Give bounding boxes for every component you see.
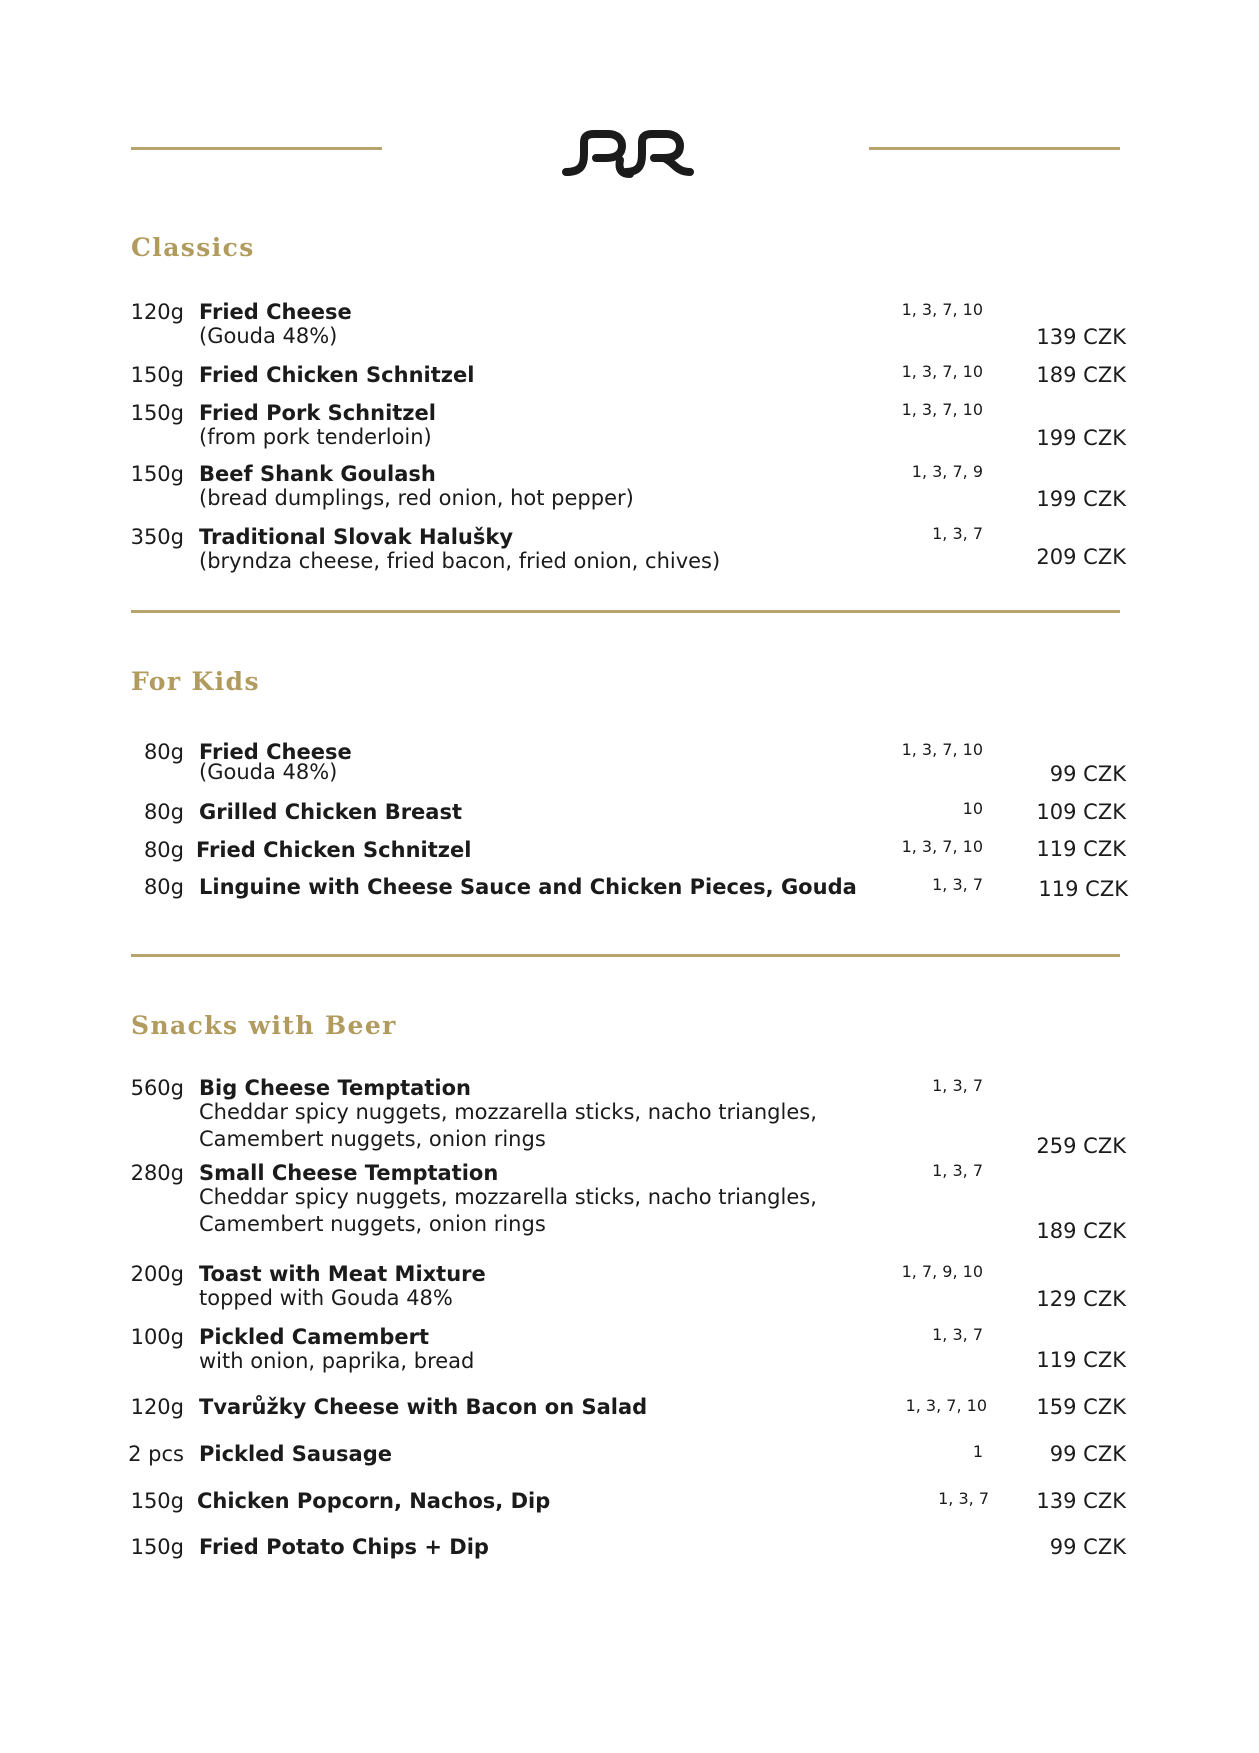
item-name: Tvarůžky Cheese with Bacon on Salad (199, 1395, 648, 1419)
header-rule-right (869, 147, 1120, 150)
item-price: 199 CZK (1036, 426, 1126, 450)
item-description: with onion, paprika, bread (199, 1349, 475, 1373)
item-price: 99 CZK (1049, 762, 1126, 786)
item-allergens: 1, 3, 7, 10 (901, 300, 983, 319)
item-weight: 120g (130, 300, 184, 324)
item-price: 119 CZK (1036, 1348, 1126, 1372)
item-name: Fried Chicken Schnitzel (199, 363, 475, 387)
item-price: 119 CZK (1036, 837, 1126, 861)
item-name: Traditional Slovak Halušky (199, 525, 514, 549)
item-allergens: 1, 3, 7, 10 (905, 1396, 987, 1415)
item-name: Pickled Camembert (199, 1325, 430, 1349)
item-allergens: 10 (962, 799, 983, 818)
item-description-line-2: Camembert nuggets, onion rings (199, 1212, 546, 1236)
item-price: 259 CZK (1036, 1134, 1126, 1158)
item-price: 139 CZK (1036, 325, 1126, 349)
item-description: (from pork tenderloin) (199, 425, 432, 449)
item-allergens: 1, 3, 7, 10 (901, 837, 983, 856)
item-price: 139 CZK (1036, 1489, 1126, 1513)
item-price: 109 CZK (1036, 800, 1126, 824)
item-name: Fried Potato Chips + Dip (199, 1535, 489, 1559)
item-price: 119 CZK (1038, 877, 1128, 901)
item-name: Fried Cheese (199, 300, 352, 324)
item-allergens: 1, 3, 7 (932, 1161, 983, 1180)
item-name: Fried Cheese (199, 740, 352, 764)
section-title-classics: Classics (131, 233, 255, 262)
item-description-line-2: Camembert nuggets, onion rings (199, 1127, 546, 1151)
item-price: 99 CZK (1049, 1442, 1126, 1466)
item-allergens: 1, 3, 7 (938, 1489, 989, 1508)
item-allergens: 1, 7, 9, 10 (901, 1262, 983, 1281)
section-divider (131, 954, 1120, 957)
item-allergens: 1, 3, 7 (932, 524, 983, 543)
header-rule-left (131, 147, 382, 150)
item-allergens: 1, 3, 7 (932, 1325, 983, 1344)
item-name: Small Cheese Temptation (199, 1161, 499, 1185)
item-name: Pickled Sausage (199, 1442, 392, 1466)
item-price: 189 CZK (1036, 363, 1126, 387)
item-weight: 350g (130, 525, 184, 549)
item-name: Linguine with Cheese Sauce and Chicken Pieces, Gouda (199, 875, 857, 899)
item-allergens: 1 (972, 1442, 983, 1461)
item-weight: 80g (143, 740, 184, 764)
item-weight: 2 pcs (128, 1442, 184, 1466)
item-price: 199 CZK (1036, 487, 1126, 511)
item-weight: 560g (130, 1076, 184, 1100)
item-name: Toast with Meat Mixture (199, 1262, 486, 1286)
item-weight: 80g (143, 838, 184, 862)
item-allergens: 1, 3, 7, 9 (911, 462, 983, 481)
item-allergens: 1, 3, 7, 10 (901, 740, 983, 759)
item-name: Fried Pork Schnitzel (199, 401, 436, 425)
item-weight: 80g (143, 800, 184, 824)
item-allergens: 1, 3, 7, 10 (901, 400, 983, 419)
item-name: Big Cheese Temptation (199, 1076, 471, 1100)
item-weight: 150g (130, 363, 184, 387)
restaurant-logo (560, 128, 696, 180)
item-price: 209 CZK (1036, 545, 1126, 569)
section-divider (131, 610, 1120, 613)
section-title-for-kids: For Kids (131, 667, 260, 696)
item-weight: 150g (130, 462, 184, 486)
item-description: (bread dumplings, red onion, hot pepper) (199, 486, 634, 510)
item-description: (Gouda 48%) (199, 760, 338, 784)
item-price: 99 CZK (1049, 1535, 1126, 1559)
item-allergens: 1, 3, 7 (932, 1076, 983, 1095)
item-price: 189 CZK (1036, 1219, 1126, 1243)
item-description: Cheddar spicy nuggets, mozzarella sticks, nacho triangles, (199, 1100, 817, 1124)
item-weight: 200g (130, 1262, 184, 1286)
item-description: topped with Gouda 48% (199, 1286, 453, 1310)
item-weight: 150g (130, 1535, 184, 1559)
item-weight: 100g (130, 1325, 184, 1349)
item-description: (bryndza cheese, fried bacon, fried onion, chives) (199, 549, 721, 573)
item-weight: 80g (143, 875, 184, 899)
section-title-snacks-with-beer: Snacks with Beer (131, 1011, 397, 1040)
item-name: Grilled Chicken Breast (199, 800, 463, 824)
item-price: 129 CZK (1036, 1287, 1126, 1311)
item-weight: 120g (130, 1395, 184, 1419)
item-description: (Gouda 48%) (199, 324, 338, 348)
item-allergens: 1, 3, 7, 10 (901, 362, 983, 381)
item-name: Fried Chicken Schnitzel (196, 838, 472, 862)
item-allergens: 1, 3, 7 (932, 875, 983, 894)
item-weight: 280g (130, 1161, 184, 1185)
item-weight: 150g (130, 401, 184, 425)
item-name: Beef Shank Goulash (199, 462, 436, 486)
item-description: Cheddar spicy nuggets, mozzarella sticks, nacho triangles, (199, 1185, 817, 1209)
item-price: 159 CZK (1036, 1395, 1126, 1419)
item-name: Chicken Popcorn, Nachos, Dip (197, 1489, 551, 1513)
item-weight: 150g (130, 1489, 184, 1513)
